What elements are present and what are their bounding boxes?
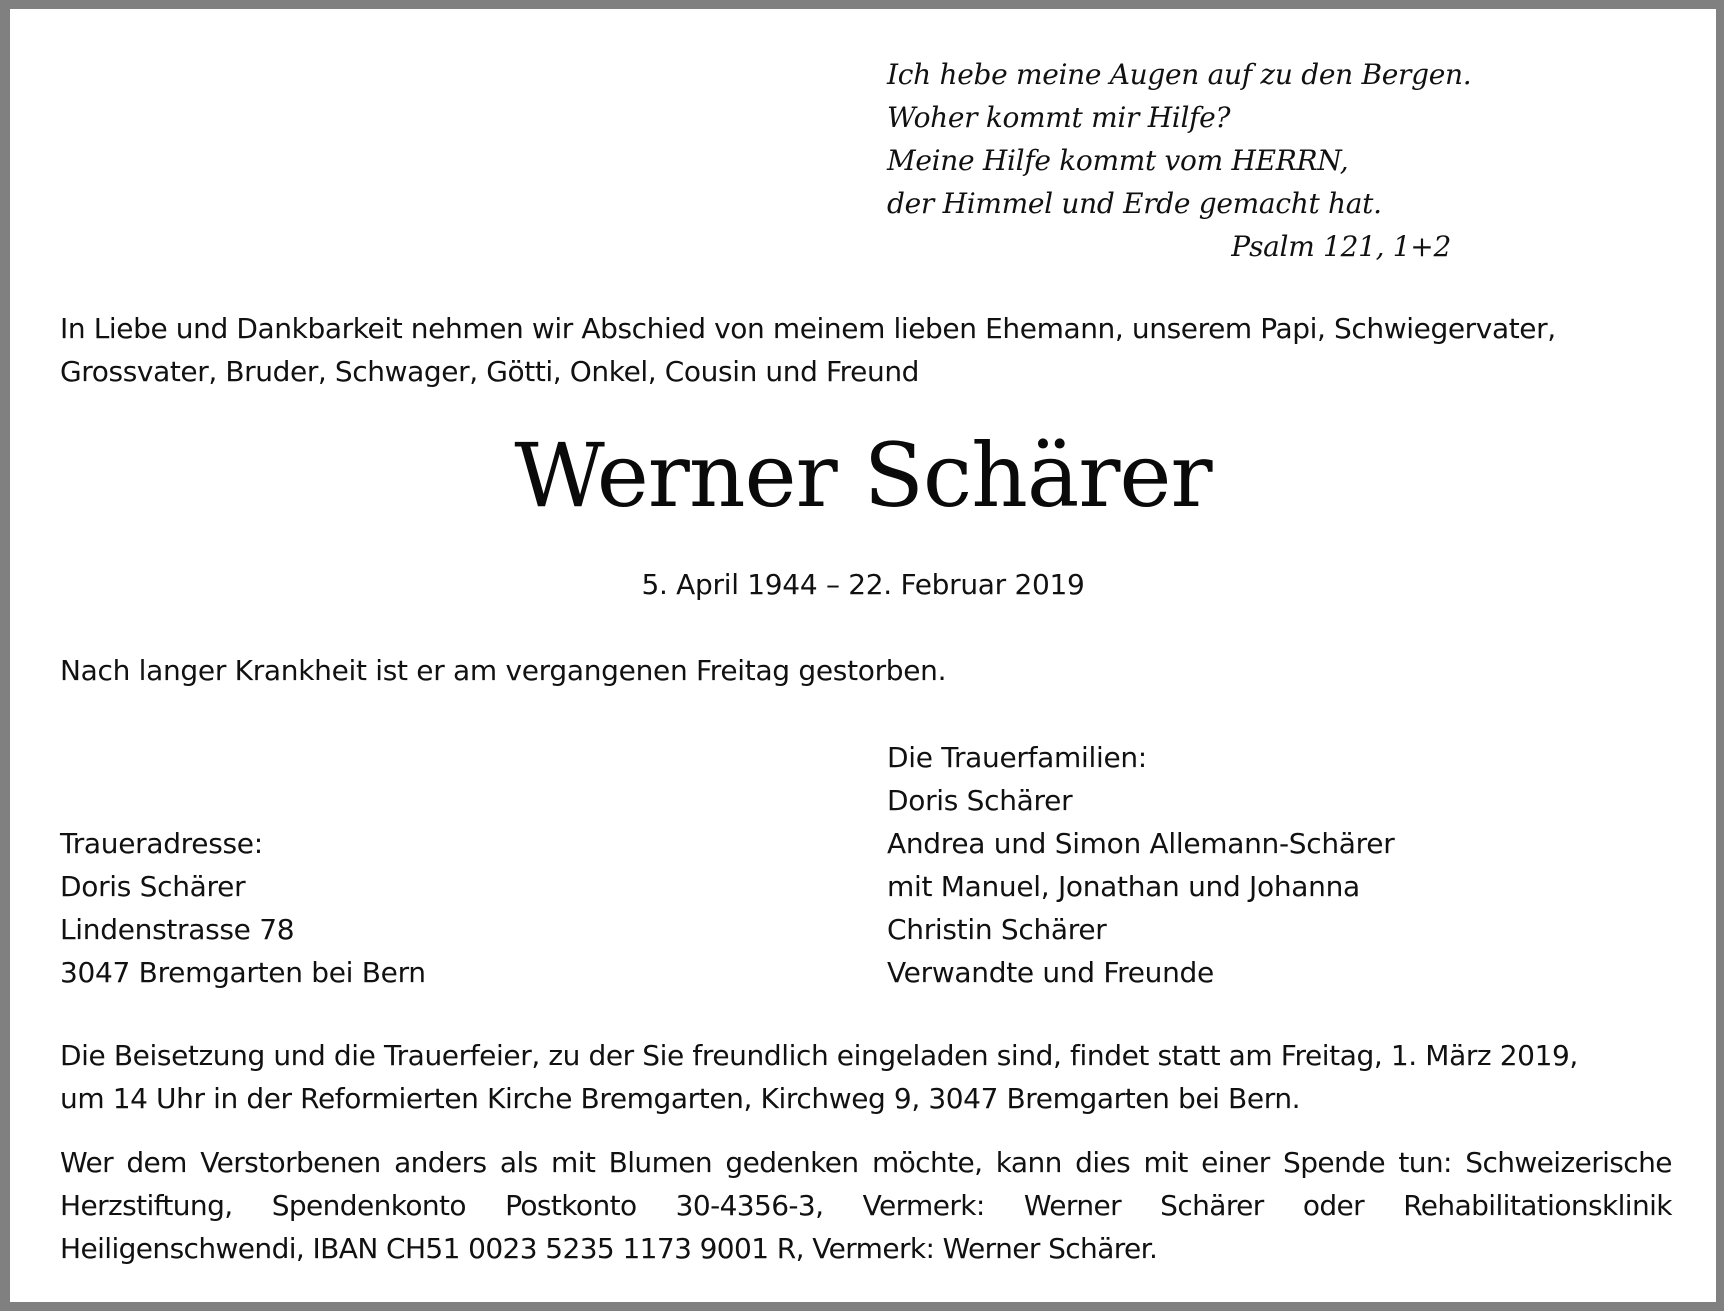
mourning-address (60, 822, 426, 994)
donation-word: tun: (1398, 1146, 1452, 1179)
donation-word: oder (1302, 1189, 1365, 1222)
family-member: Doris Schärer (887, 784, 1073, 817)
donation-word: Wer (60, 1146, 113, 1179)
donation-word: mit (551, 1146, 596, 1179)
donation-word: Herzstiftung, (60, 1189, 233, 1222)
donation-word: kann (995, 1146, 1062, 1179)
family-member: Christin Schärer (887, 913, 1107, 946)
donation-word: dem (126, 1146, 187, 1179)
donation-word: Postkonto (505, 1189, 637, 1222)
donation-word: Schärer (1160, 1189, 1264, 1222)
psalm-line: Woher kommt mir Hilfe? (887, 101, 1231, 134)
donation-word: Spendenkonto (271, 1189, 466, 1222)
donation-word: Schweizerische (1465, 1146, 1672, 1179)
donation-word: Rehabilitationsklinik (1403, 1189, 1672, 1222)
psalm-line: Ich hebe meine Augen auf zu den Bergen. (887, 58, 1472, 91)
psalm-quote (887, 53, 1472, 268)
intro-line: In Liebe und Dankbarkeit nehmen wir Abschied von meinem lieben Ehemann, unserem Papi, Schwiegervater, (60, 312, 1556, 345)
donation-word: gedenken (725, 1146, 859, 1179)
family-member: mit Manuel, Jonathan und Johanna (887, 870, 1360, 903)
intro-text (60, 307, 1690, 393)
deceased-name: Werner Schärer (514, 424, 1212, 527)
family-member: Andrea und Simon Allemann-Schärer (887, 827, 1395, 860)
donation-word: möchte, (871, 1146, 983, 1179)
donation-word: Vermerk: (862, 1189, 985, 1222)
donation-line (60, 1184, 1672, 1227)
ceremony-line: um 14 Uhr in der Reformierten Kirche Bremgarten, Kirchweg 9, 3047 Bremgarten bei Bern. (60, 1082, 1301, 1115)
donation-line (60, 1141, 1672, 1184)
life-dates: 5. April 1944 – 22. Februar 2019 (641, 568, 1085, 601)
donation-word: Blumen (608, 1146, 713, 1179)
donation-word: mit (1143, 1146, 1188, 1179)
address-line: Lindenstrasse 78 (60, 913, 295, 946)
ceremony-info (60, 1034, 1578, 1120)
donation-word: dies (1075, 1146, 1131, 1179)
address-line: 3047 Bremgarten bei Bern (60, 956, 426, 989)
address-heading: Traueradresse: (60, 827, 263, 860)
psalm-source: Psalm 121, 1+2 (1231, 230, 1451, 263)
donation-word: einer (1201, 1146, 1270, 1179)
donation-word: anders (394, 1146, 487, 1179)
psalm-line: Meine Hilfe kommt vom HERRN, (887, 144, 1349, 177)
donation-word: Werner (1023, 1189, 1122, 1222)
psalm-line: der Himmel und Erde gemacht hat. (887, 187, 1382, 220)
donation-word: Verstorbenen (200, 1146, 381, 1179)
ceremony-line: Die Beisetzung und die Trauerfeier, zu der Sie freundlich eingeladen sind, findet statt am Freitag, 1. März 2019, (60, 1039, 1578, 1072)
donation-info (60, 1141, 1672, 1270)
donation-word: Spende (1283, 1146, 1385, 1179)
address-line: Doris Schärer (60, 870, 246, 903)
death-note: Nach langer Krankheit ist er am vergangenen Freitag gestorben. (60, 654, 947, 687)
obituary-page (10, 9, 1716, 1302)
family-member: Verwandte und Freunde (887, 956, 1214, 989)
mourning-families (887, 736, 1394, 994)
donation-word: als (499, 1146, 538, 1179)
families-heading: Die Trauerfamilien: (887, 741, 1147, 774)
donation-line: Heiligenschwendi, IBAN CH51 0023 5235 1173 9001 R, Vermerk: Werner Schärer. (60, 1232, 1158, 1265)
intro-line: Grossvater, Bruder, Schwager, Götti, Onkel, Cousin und Freund (60, 355, 920, 388)
donation-word: 30-4356-3, (675, 1189, 824, 1222)
